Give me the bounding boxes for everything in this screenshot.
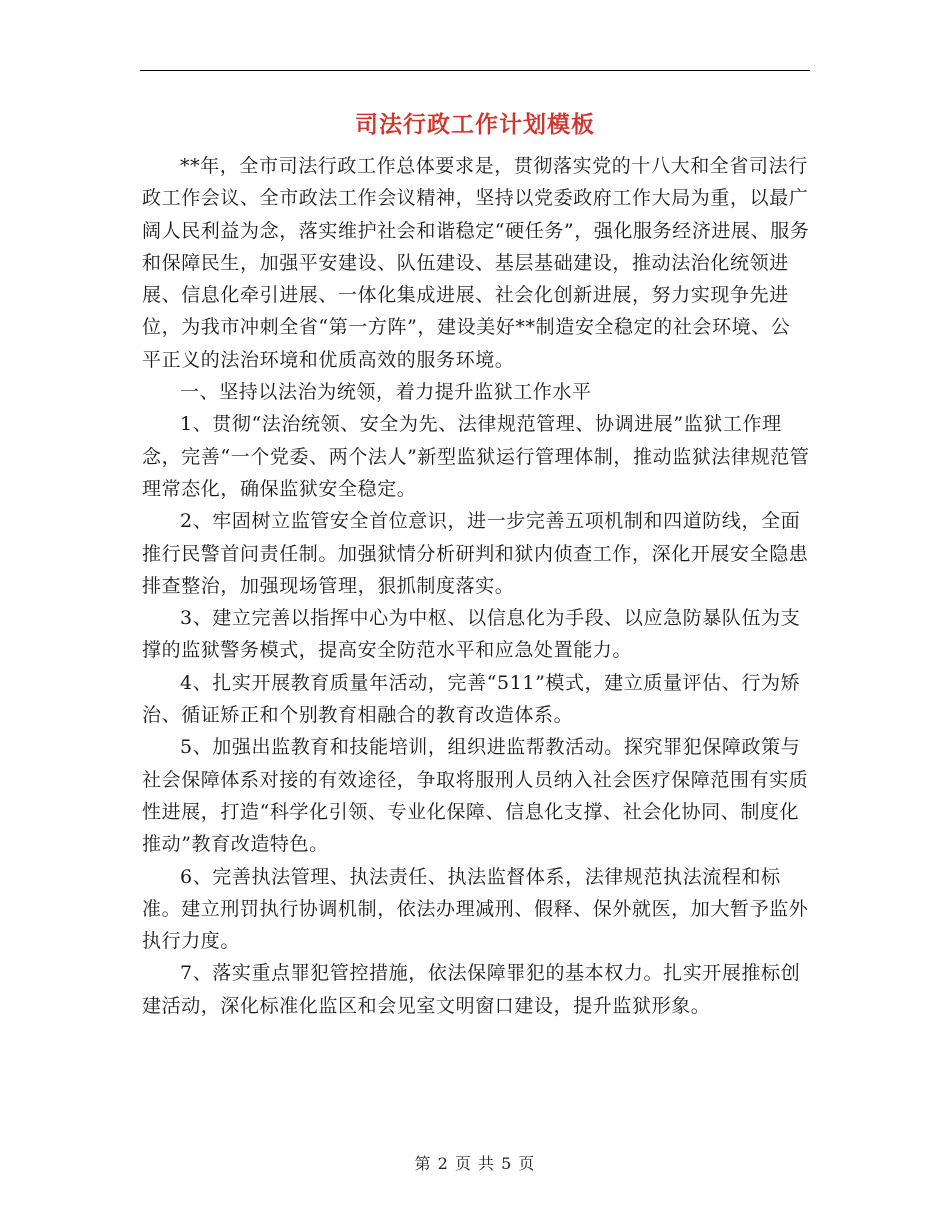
list-item-2: 2、牢固树立监管安全首位意识，进一步完善五项机制和四道防线，全面推行民警首问责任制。加强狱情分析研判和狱内侦查工作，深化开展安全隐患排查整治，加强现场管理，狠抓制度落实。 xyxy=(142,510,809,597)
document-body xyxy=(142,150,810,1022)
paragraph-intro: **年，全市司法行政工作总体要求是，贯彻落实党的十八大和全省司法行政工作会议、全市政法工作会议精神，坚持以党委政府工作大局为重，以最广阔人民利益为念，落实维护社会和谐稳定“硬任务”，强化服务经济进展、服务和保障民生，加强平安建设、队伍建设、基层基础建设，推动法治化统领进展、信息化牵引进展、一体化集成进展、社会化创新进展，努力实现争先进位，为我市冲刺全省“第一方阵”，建设美好**制造安全稳定的社会环境、公平正义的法治环境和优质高效的服务环境。 xyxy=(142,155,810,371)
list-item-1: 1、贯彻“法治统领、安全为先、法律规范管理、协调进展”监狱工作理念，完善“一个党委、两个法人”新型监狱运行管理体制，推动监狱法律规范管理常态化，确保监狱安全稳定。 xyxy=(142,413,810,500)
list-item-3: 3、建立完善以指挥中心为中枢、以信息化为手段、以应急防暴队伍为支撑的监狱警务模式，提高安全防范水平和应急处置能力。 xyxy=(142,607,801,662)
list-item-6: 6、完善执法管理、执法责任、执法监督体系，法律规范执法流程和标准。建立刑罚执行协调机制，依法办理减刑、假释、保外就医，加大暂予监外执行力度。 xyxy=(142,865,809,953)
document-title: 司法行政工作计划模板 xyxy=(355,111,595,138)
page-number: 第 2 页 共 5 页 xyxy=(414,1154,536,1173)
list-item-5: 5、加强出监教育和技能培训，组织进监帮教活动。探究罪犯保障政策与社会保障体系对接的有效途径，争取将服刑人员纳入社会医疗保障范围有实质性进展，打造“科学化引领、专业化保障、信息化支撑、社会化协同、制度化推动”教育改造特色。 xyxy=(142,736,809,856)
section-heading: 一、坚持以法治为统领，着力提升监狱工作水平 xyxy=(180,381,592,404)
header-rule xyxy=(140,70,810,71)
list-item-7: 7、落实重点罪犯管控措施，依法保障罪犯的基本权力。扎实开展推标创建活动，深化标准化监区和会见室文明窗口建设，提升监狱形象。 xyxy=(142,962,801,1017)
list-item-4: 4、扎实开展教育质量年活动，完善“511”模式，建立质量评估、行为矫治、循证矫正和个别教育相融合的教育改造体系。 xyxy=(142,671,801,727)
